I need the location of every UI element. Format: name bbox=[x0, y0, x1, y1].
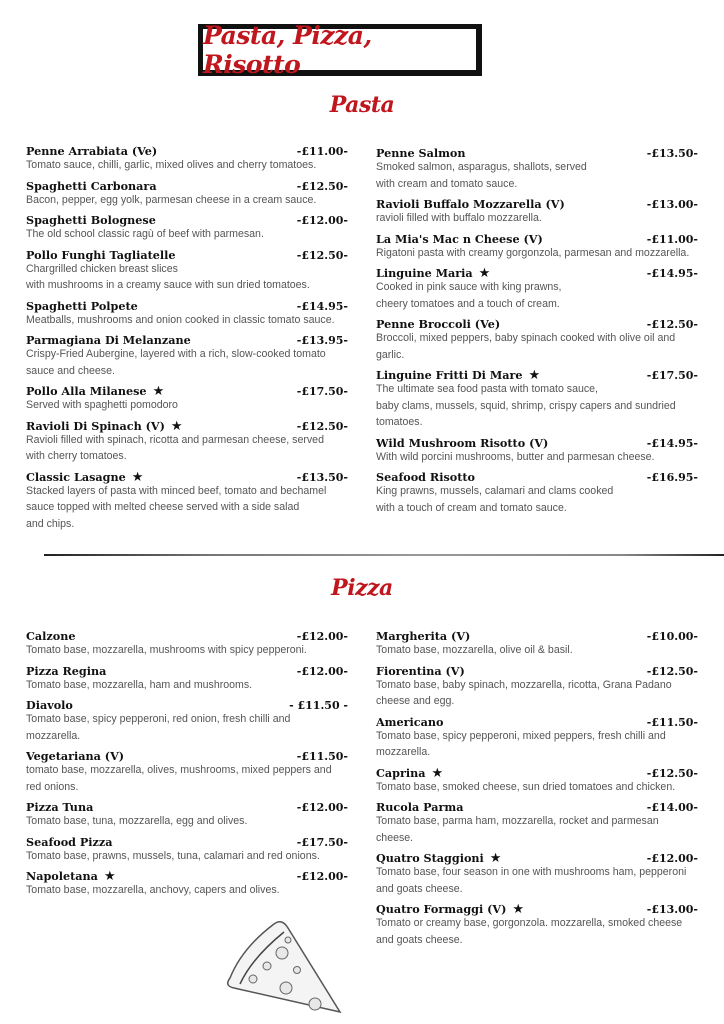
menu-item bbox=[26, 244, 348, 294]
menu-item-price: -£12.50- bbox=[646, 318, 698, 331]
menu-item-header bbox=[26, 625, 348, 642]
description-line: and chips. bbox=[26, 517, 75, 530]
menu-item-name: Pollo Alla Milanese bbox=[26, 384, 147, 398]
description-line: Tomato base, spicy pepperoni, mixed peppers, fresh chilli and bbox=[376, 729, 666, 742]
menu-item bbox=[376, 711, 698, 761]
description-line: cheese and egg. bbox=[376, 695, 455, 707]
menu-item-price: -£12.50- bbox=[646, 664, 698, 678]
menu-item bbox=[376, 193, 698, 227]
description-line: Tomato base, mozzarella, anchovy, capers and olives. bbox=[26, 884, 280, 896]
description-line: with cream and tomato sauce. bbox=[376, 177, 518, 190]
menu-item-name: Ravioli Buffalo Mozzarella (V) bbox=[376, 197, 565, 211]
menu-item-header bbox=[376, 262, 698, 279]
description-line: Tomato base, prawns, mussels, tuna, calamari and red onions. bbox=[26, 849, 320, 862]
description-line: Tomato sauce, chilli, garlic, mixed olives and cherry tomatoes. bbox=[26, 159, 317, 171]
menu-item-header bbox=[26, 244, 348, 261]
description-line: Broccoli, mixed peppers, baby spinach cooked with olive oil and bbox=[376, 332, 676, 344]
description-line: with cherry tomatoes. bbox=[26, 450, 127, 462]
description-line: Tomato base, four season in one with mushrooms ham, pepperoni bbox=[376, 866, 687, 878]
menu-item-name: Parmagiana Di Melanzane bbox=[26, 333, 191, 347]
description-line: King prawns, mussels, calamari and clams cooked bbox=[376, 485, 614, 497]
menu-item bbox=[376, 262, 698, 312]
menu-item-description bbox=[26, 711, 348, 744]
menu-item-price: -£17.50- bbox=[296, 835, 348, 849]
menu-item bbox=[26, 329, 348, 379]
star-icon: ★ bbox=[489, 851, 502, 866]
menu-item-price: -£12.50- bbox=[296, 419, 348, 433]
star-icon: ★ bbox=[478, 266, 491, 281]
menu-item-description bbox=[376, 159, 698, 192]
menu-item bbox=[376, 762, 698, 796]
menu-item-description bbox=[376, 449, 698, 466]
menu-item-header bbox=[376, 142, 698, 159]
menu-item-price: -£14.00- bbox=[646, 801, 698, 814]
menu-item-header bbox=[376, 364, 698, 381]
menu-item-name: Linguine Maria bbox=[376, 266, 473, 280]
menu-item-description bbox=[26, 677, 348, 694]
menu-item-name: La Mia's Mac n Cheese (V) bbox=[376, 231, 543, 246]
menu-item-price: - £11.50 - bbox=[289, 699, 348, 712]
menu-item-description bbox=[26, 882, 348, 899]
menu-item-name: Seafood Risotto bbox=[376, 470, 476, 484]
menu-item bbox=[26, 625, 348, 659]
description-line: Tomato base, spicy pepperoni, red onion, fresh chilli and bbox=[26, 713, 291, 725]
menu-item-name: Americano bbox=[376, 714, 444, 729]
menu-item-name: Quatro Staggioni bbox=[376, 851, 484, 865]
description-line: ravioli filled with buffalo mozzarella. bbox=[376, 212, 542, 224]
menu-item-header bbox=[26, 175, 348, 192]
description-line: Cooked in pink sauce with king prawns, bbox=[376, 281, 562, 293]
star-icon: ★ bbox=[170, 418, 183, 434]
menu-item-header bbox=[26, 415, 348, 432]
menu-item-description bbox=[376, 813, 698, 846]
star-icon: ★ bbox=[131, 469, 144, 485]
menu-item-price: -£12.00- bbox=[296, 664, 348, 678]
menu-item-description bbox=[26, 762, 348, 795]
pizza-left-column bbox=[26, 625, 348, 900]
menu-item bbox=[26, 865, 348, 899]
menu-item-price: -£16.95- bbox=[646, 471, 698, 484]
pizza-slice-icon bbox=[212, 908, 352, 1018]
menu-item bbox=[376, 847, 698, 897]
description-line: Tomato base, baby spinach, mozzarella, ricotta, Grana Padano bbox=[376, 678, 672, 691]
menu-item-name: Fiorentina (V) bbox=[376, 663, 465, 678]
menu-item-header bbox=[376, 193, 698, 210]
menu-item-price: -£12.00- bbox=[296, 801, 348, 814]
menu-item-name: Margherita (V) bbox=[376, 629, 471, 643]
description-line: Tomato base, mozzarella, mushrooms with spicy pepperoni. bbox=[26, 644, 307, 656]
menu-item-price: -£12.00- bbox=[296, 214, 348, 227]
menu-item-name: Penne Broccoli (Ve) bbox=[376, 317, 501, 331]
description-line: baby clams, mussels, squid, shrimp, crispy capers and sundried bbox=[376, 399, 676, 412]
description-line: and goats cheese. bbox=[376, 933, 463, 946]
menu-item-price: -£11.50- bbox=[646, 715, 698, 729]
menu-item-name: Pizza Regina bbox=[26, 663, 107, 678]
menu-item bbox=[26, 694, 348, 744]
description-line: mozzarella. bbox=[26, 729, 81, 742]
description-line: tomatoes. bbox=[376, 416, 423, 428]
menu-item-price: -£11.50- bbox=[296, 750, 348, 763]
menu-item-header bbox=[376, 313, 698, 330]
menu-item-price: -£11.00- bbox=[296, 145, 348, 158]
title-box bbox=[198, 20, 482, 79]
description-line: Tomato base, parma ham, mozzarella, rocket and parmesan bbox=[376, 815, 659, 827]
menu-item-price: -£13.00- bbox=[646, 903, 698, 916]
menu-item bbox=[26, 175, 348, 209]
menu-item-description bbox=[376, 381, 698, 431]
menu-item-header bbox=[26, 329, 348, 346]
menu-item-header bbox=[376, 711, 698, 728]
menu-item-header bbox=[376, 847, 698, 864]
star-icon: ★ bbox=[103, 869, 116, 884]
description-line: Tomato or creamy base, gorgonzola. mozzarella, smoked cheese bbox=[376, 917, 683, 929]
menu-item-header bbox=[376, 228, 698, 245]
menu-item-price: -£12.50- bbox=[646, 766, 698, 780]
menu-item-price: -£13.95- bbox=[296, 334, 348, 347]
description-line: Bacon, pepper, egg yolk, parmesan cheese in a cream sauce. bbox=[26, 193, 317, 206]
menu-item-name: Pollo Funghi Tagliatelle bbox=[26, 247, 176, 262]
menu-item-name: Diavolo bbox=[26, 698, 73, 712]
menu-item-description bbox=[376, 779, 698, 796]
menu-item-header bbox=[26, 796, 348, 813]
menu-item-header bbox=[26, 140, 348, 157]
menu-item-description bbox=[376, 642, 698, 659]
menu-item-description bbox=[26, 642, 348, 659]
pasta-right-column bbox=[376, 142, 698, 517]
menu-item bbox=[376, 364, 698, 431]
menu-item-description bbox=[26, 432, 348, 465]
menu-item-description bbox=[26, 397, 348, 414]
menu-item bbox=[26, 831, 348, 865]
section-divider bbox=[44, 554, 724, 556]
description-line: with mushrooms in a creamy sauce with sun dried tomatoes. bbox=[26, 279, 310, 291]
menu-item bbox=[26, 295, 348, 329]
menu-item-name: Caprina bbox=[376, 765, 426, 780]
description-line: With wild porcini mushrooms, butter and parmesan cheese. bbox=[376, 450, 655, 463]
menu-item-price: -£14.95- bbox=[646, 436, 698, 450]
menu-item bbox=[26, 209, 348, 243]
menu-item-name: Wild Mushroom Risotto (V) bbox=[376, 435, 549, 450]
description-line: tomato base, mozzarella, olives, mushrooms, mixed peppers and bbox=[26, 764, 332, 776]
menu-item-header bbox=[376, 432, 698, 449]
menu-item bbox=[26, 380, 348, 414]
menu-item-name: Rucola Parma bbox=[376, 800, 464, 814]
description-line: Served with spaghetti pomodoro bbox=[26, 399, 178, 411]
description-line: Tomato base, smoked cheese, sun dried tomatoes and chicken. bbox=[376, 780, 676, 793]
menu-item-description bbox=[26, 346, 348, 379]
menu-item-description bbox=[376, 483, 698, 516]
menu-item-name: Spaghetti Carbonara bbox=[26, 178, 157, 193]
menu-item-header bbox=[26, 694, 348, 711]
menu-item-header bbox=[26, 466, 348, 483]
menu-item-header bbox=[376, 466, 698, 483]
menu-item-description bbox=[26, 192, 348, 209]
menu-item bbox=[26, 466, 348, 533]
menu-item-name: Napoletana bbox=[26, 869, 98, 883]
menu-item-price: -£10.00- bbox=[646, 630, 698, 643]
menu-item-name: Calzone bbox=[26, 629, 76, 643]
menu-item-description bbox=[376, 915, 698, 948]
menu-item-description bbox=[26, 813, 348, 830]
star-icon: ★ bbox=[512, 902, 525, 917]
menu-item-header bbox=[26, 209, 348, 226]
menu-item-description bbox=[376, 330, 698, 363]
menu-item-price: -£11.00- bbox=[646, 232, 698, 246]
menu-item-name: Penne Arrabiata (Ve) bbox=[26, 144, 158, 158]
menu-item-description bbox=[376, 864, 698, 897]
menu-item-name: Ravioli Di Spinach (V) bbox=[26, 418, 165, 433]
menu-item-header bbox=[376, 796, 698, 813]
menu-item bbox=[376, 432, 698, 466]
menu-item-header bbox=[26, 295, 348, 312]
menu-item bbox=[376, 898, 698, 948]
menu-item-header bbox=[26, 865, 348, 882]
description-line: Tomato base, mozzarella, ham and mushrooms. bbox=[26, 678, 253, 691]
menu-item-name: Seafood Pizza bbox=[26, 834, 113, 849]
menu-item-header bbox=[26, 745, 348, 762]
menu-item-description bbox=[26, 483, 348, 533]
star-icon: ★ bbox=[152, 384, 165, 399]
menu-item bbox=[26, 415, 348, 465]
menu-item-description bbox=[26, 157, 348, 174]
description-line: with a touch of cream and tomato sauce. bbox=[376, 501, 567, 514]
menu-item bbox=[26, 140, 348, 174]
menu-item-description bbox=[376, 728, 698, 761]
menu-item bbox=[376, 142, 698, 192]
description-line: mozzarella. bbox=[376, 746, 431, 758]
menu-item-price: -£12.00- bbox=[296, 870, 348, 883]
description-line: garlic. bbox=[376, 348, 405, 361]
menu-item-price: -£14.95- bbox=[296, 299, 348, 313]
menu-item-description bbox=[26, 848, 348, 865]
menu-item-name: Linguine Fritti Di Mare bbox=[376, 368, 523, 382]
menu-item bbox=[26, 796, 348, 830]
menu-item-price: -£12.00- bbox=[646, 852, 698, 865]
description-line: cheese. bbox=[376, 831, 414, 844]
menu-item-header bbox=[376, 625, 698, 642]
menu-item-description bbox=[26, 226, 348, 243]
description-line: Smoked salmon, asparagus, shallots, served bbox=[376, 161, 587, 173]
menu-item bbox=[376, 660, 698, 710]
description-line: red onions. bbox=[26, 780, 79, 793]
menu-item-description bbox=[376, 279, 698, 312]
menu-item-description bbox=[26, 261, 348, 294]
menu-item-price: -£12.50- bbox=[296, 179, 348, 193]
menu-item-description bbox=[376, 677, 698, 710]
menu-item-header bbox=[376, 762, 698, 779]
menu-item-name: Pizza Tuna bbox=[26, 800, 94, 814]
pasta-left-column bbox=[26, 140, 348, 533]
menu-item-description bbox=[376, 245, 698, 262]
menu-item-header bbox=[26, 831, 348, 848]
star-icon: ★ bbox=[431, 765, 444, 781]
menu-item bbox=[376, 228, 698, 262]
menu-item-price: -£13.00- bbox=[646, 198, 698, 211]
menu-item-name: Quatro Formaggi (V) bbox=[376, 902, 507, 916]
menu-item bbox=[376, 313, 698, 363]
description-line: sauce topped with melted cheese served with a side salad bbox=[26, 501, 300, 513]
menu-item-price: -£17.50- bbox=[646, 369, 698, 382]
description-line: Stacked layers of pasta with minced beef, tomato and bechamel bbox=[26, 484, 327, 497]
menu-item-header bbox=[376, 898, 698, 915]
menu-item bbox=[376, 466, 698, 516]
star-icon: ★ bbox=[528, 368, 541, 383]
menu-item-price: -£13.50- bbox=[296, 470, 348, 484]
pizza-heading: Pizza bbox=[331, 575, 393, 601]
menu-item-price: -£14.95- bbox=[646, 267, 698, 280]
menu-item-price: -£17.50- bbox=[296, 385, 348, 398]
description-line: Chargrilled chicken breast slices bbox=[26, 262, 178, 275]
menu-item-name: Spaghetti Polpete bbox=[26, 298, 138, 313]
description-line: Meatballs, mushrooms and onion cooked in classic tomato sauce. bbox=[26, 313, 335, 326]
menu-item-price: -£12.50- bbox=[296, 248, 348, 262]
description-line: Crispy-Fried Aubergine, layered with a rich, slow-cooked tomato bbox=[26, 348, 326, 360]
description-line: The ultimate sea food pasta with tomato sauce, bbox=[376, 383, 599, 395]
menu-item-name: Spaghetti Bolognese bbox=[26, 213, 156, 227]
page-title: Pasta, Pizza, Risotto bbox=[203, 20, 372, 79]
description-line: Ravioli filled with spinach, ricotta and parmesan cheese, served bbox=[26, 433, 324, 446]
pizza-right-column bbox=[376, 625, 698, 949]
menu-item-name: Vegetariana (V) bbox=[26, 749, 125, 763]
menu-item-name: Penne Salmon bbox=[376, 146, 466, 160]
menu-item bbox=[26, 745, 348, 795]
pasta-heading: Pasta bbox=[329, 92, 395, 118]
menu-item-name: Classic Lasagne bbox=[26, 469, 126, 484]
menu-item-price: -£12.00- bbox=[296, 630, 348, 643]
menu-item-description bbox=[26, 312, 348, 329]
description-line: Tomato base, mozzarella, olive oil & basil. bbox=[376, 644, 573, 656]
menu-item bbox=[26, 660, 348, 694]
description-line: cheery tomatoes and a touch of cream. bbox=[376, 297, 560, 310]
menu-item bbox=[376, 625, 698, 659]
description-line: Rigatoni pasta with creamy gorgonzola, parmesan and mozzarella. bbox=[376, 246, 690, 259]
description-line: and goats cheese. bbox=[376, 882, 463, 895]
description-line: sauce and cheese. bbox=[26, 364, 115, 377]
menu-item-header bbox=[26, 380, 348, 397]
description-line: The old school classic ragù of beef with parmesan. bbox=[26, 228, 264, 240]
menu-item-header bbox=[376, 660, 698, 677]
description-line: Tomato base, tuna, mozzarella, egg and olives. bbox=[26, 815, 248, 827]
menu-item bbox=[376, 796, 698, 846]
menu-item-header bbox=[26, 660, 348, 677]
menu-item-description bbox=[376, 210, 698, 227]
menu-item-price: -£13.50- bbox=[646, 147, 698, 160]
